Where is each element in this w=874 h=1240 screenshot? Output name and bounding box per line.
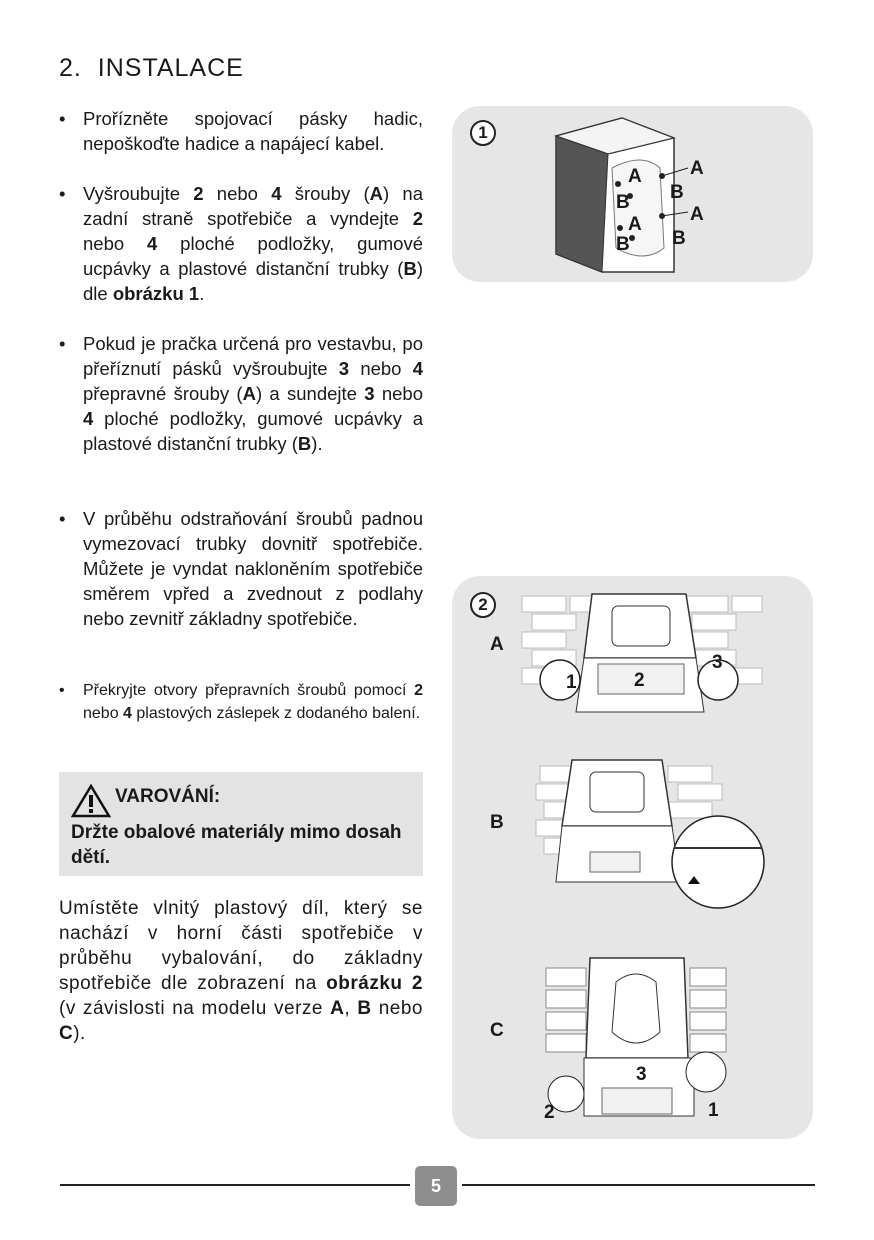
bold-text: 3 <box>338 358 350 379</box>
bold-text: 3 <box>364 383 375 404</box>
bullet-dot: • <box>59 333 66 354</box>
text-run: nebo <box>83 233 148 254</box>
text-run: Pokud je pračka určená pro vestavbu, po přeříznutí pásků vyšroubujte <box>83 333 423 379</box>
text-run: plastových záslepek z dodaného balení. <box>131 704 421 722</box>
text-run: ). <box>73 1023 86 1044</box>
bullet-dot: • <box>59 183 66 204</box>
bold-text: B <box>403 258 417 279</box>
section-heading <box>59 54 244 83</box>
bold-text: B <box>357 998 372 1019</box>
text-run: nebo <box>374 383 423 404</box>
bullet-text <box>83 181 423 306</box>
warning-triangle-icon <box>71 784 111 818</box>
text-run: ). <box>311 433 323 454</box>
label-b: B <box>616 234 630 255</box>
label-a: A <box>628 166 642 187</box>
text-run: ploché podložky, gumové ucpávky a plastové distanční trubky ( <box>83 408 423 454</box>
callout-3: 3 <box>712 652 723 673</box>
callout-1: 1 <box>566 672 577 693</box>
text-run: šrouby ( <box>281 183 370 204</box>
variant-c-illustration <box>452 948 813 1138</box>
callout-2: 2 <box>544 1102 555 1123</box>
callout-2: 2 <box>634 670 645 691</box>
figure-2-panel <box>452 576 813 1139</box>
bold-text: obrázku 1 <box>112 283 200 304</box>
figure-number: 2 <box>470 592 496 618</box>
text-run: nebo <box>371 998 423 1019</box>
bullet-dot: • <box>59 108 66 129</box>
bold-text: B <box>297 433 312 454</box>
section-number: 2. <box>59 54 82 82</box>
warning-text: Držte obalové materiály mimo dosah dětí. <box>71 822 402 868</box>
bold-text: 2 <box>412 208 423 229</box>
variant-label-c: C <box>490 1020 504 1041</box>
bullet-item <box>59 181 423 306</box>
bullet-item <box>59 506 423 631</box>
text-run: nebo <box>203 183 272 204</box>
bold-text: 2 <box>414 682 423 699</box>
bullet-text <box>83 331 423 456</box>
bold-text: 4 <box>271 183 282 204</box>
label-b: B <box>670 182 684 203</box>
text-run: . <box>199 283 205 304</box>
body-paragraph <box>59 896 423 1046</box>
bold-text: 4 <box>83 408 94 429</box>
label-b: B <box>616 192 630 213</box>
text-run: , <box>344 998 358 1019</box>
bold-text: A <box>330 998 345 1019</box>
text-run: ) na zadní straně spotřebiče a vyndejte <box>83 183 424 229</box>
text-run: (v závislosti na modelu verze <box>59 998 331 1019</box>
callout-3: 3 <box>636 1064 647 1085</box>
text-run: V průběhu odstraňování šroubů padnou vymezovací trubky dovnitř spotřebiče. Můžete je vyndat nakloněním spotřebiče směrem vpřed a zvednout z podlahy nebo zevnitř základny spotřebiče. <box>83 508 423 629</box>
bullet-text <box>83 680 423 725</box>
footer-rule-right <box>462 1184 815 1186</box>
bullet-item <box>59 680 423 725</box>
text-run: nebo <box>349 358 413 379</box>
variant-b-illustration <box>452 752 813 912</box>
warning-box <box>59 772 423 876</box>
bold-text: obrázku 2 <box>326 973 423 994</box>
variant-label-b: B <box>490 812 504 833</box>
bullet-text <box>83 106 423 156</box>
washer-back-illustration <box>452 106 813 282</box>
text-run: Překryjte otvory přepravních šroubů pomocí <box>83 682 415 699</box>
text-run: přepravné šrouby ( <box>83 383 243 404</box>
text-run: Prořízněte spojovací pásky hadic, nepoškoďte hadice a napájecí kabel. <box>83 108 423 154</box>
figure-1-panel <box>452 106 813 282</box>
text-run: Umístěte vlnitý plastový díl, který se nachází v horní části spotřebiče v průběhu vybalování, do základny spotřebiče dle zobrazení na <box>59 898 423 994</box>
bold-text: C <box>59 1023 74 1044</box>
label-a: A <box>690 158 704 179</box>
bullet-dot: • <box>59 682 65 699</box>
label-b: B <box>672 228 686 249</box>
bold-text: 4 <box>147 233 158 254</box>
page-number: 5 <box>415 1166 457 1206</box>
variant-label-a: A <box>490 634 504 655</box>
bullet-item <box>59 106 423 156</box>
text-run: nebo <box>83 704 124 722</box>
bold-text: A <box>369 183 384 204</box>
bullet-item <box>59 331 423 456</box>
text-run: Vyšroubujte <box>83 183 194 204</box>
text-run: ) dle <box>83 258 423 304</box>
bold-text: 4 <box>123 704 132 722</box>
label-a: A <box>628 214 642 235</box>
text-run: ) a sundejte <box>255 383 365 404</box>
variant-a-illustration <box>452 584 813 734</box>
text-run: ploché podložky, gumové ucpávky a plastové distanční trubky ( <box>83 233 423 279</box>
bullet-dot: • <box>59 508 66 529</box>
warning-title: VAROVÁNÍ: <box>115 786 221 807</box>
figure-number: 1 <box>470 120 496 146</box>
label-a: A <box>690 204 704 225</box>
bold-text: A <box>242 383 256 404</box>
bullet-text <box>83 506 423 631</box>
callout-1: 1 <box>708 1100 719 1121</box>
bold-text: 4 <box>412 358 423 379</box>
footer-rule-left <box>60 1184 410 1186</box>
bold-text: 2 <box>193 183 204 204</box>
section-title: INSTALACE <box>97 54 244 82</box>
